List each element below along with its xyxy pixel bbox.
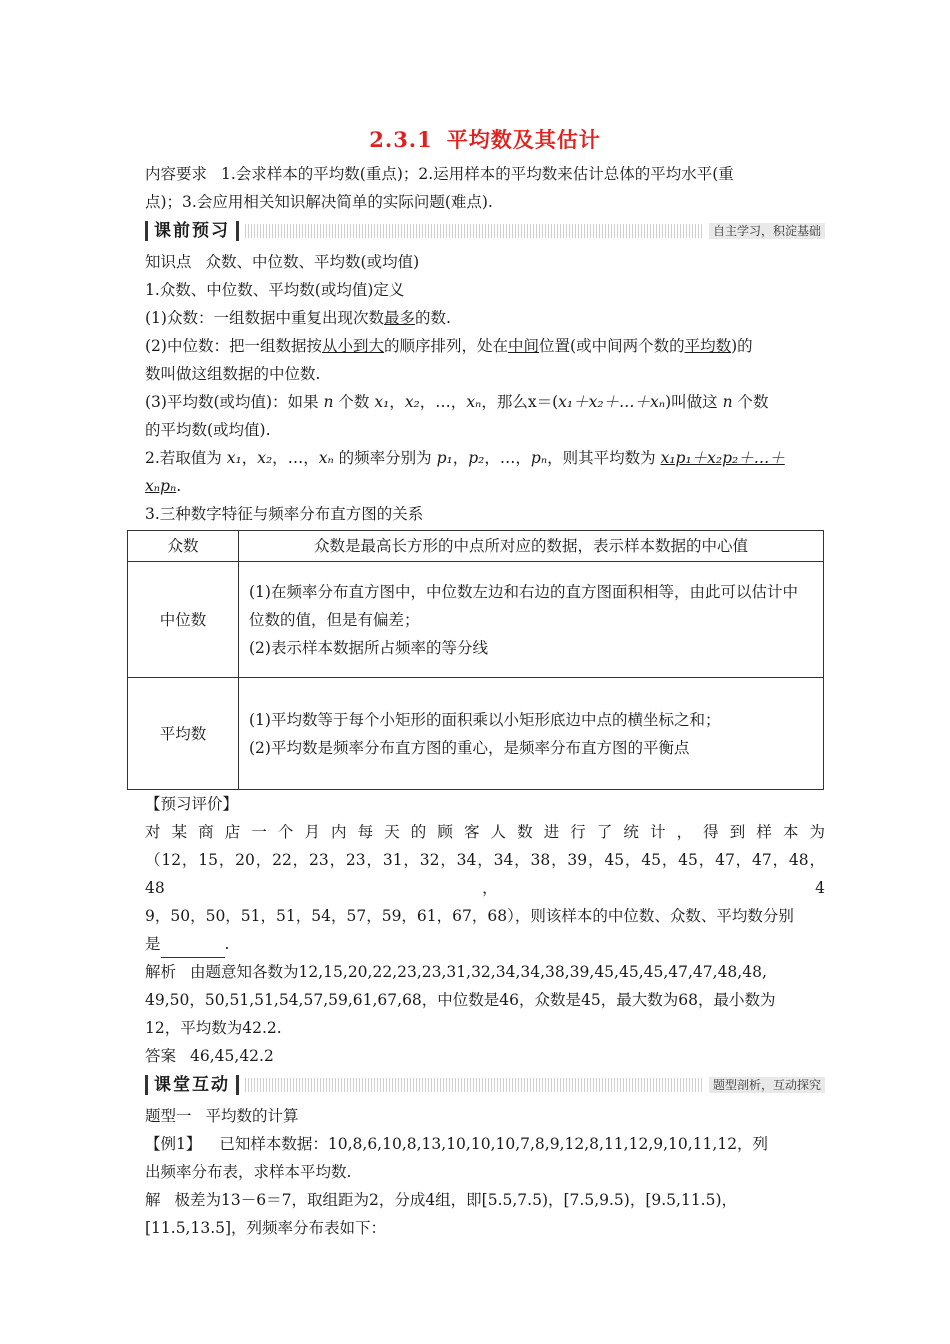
page-title: 2.3.1 平均数及其估计 (369, 127, 601, 152)
section-slogan: 题型剖析，互动探究 (709, 1077, 825, 1093)
section-tag: 课堂互动 (145, 1075, 239, 1095)
table-row: 众数 众数是最高长方形的中点所对应的数据，表示样本数据的中心值 (128, 531, 824, 562)
table-row: 中位数 (1)在频率分布直方图中，中位数左边和右边的直方图面积相等，由此可以估计中位数的值，但是有偏差； (2)表示样本数据所占频率的等分线 (128, 562, 824, 678)
answer-blank (161, 939, 225, 958)
table-row: 平均数 (1)平均数等于每个小矩形的面积乘以小矩形底边中点的横坐标之和； (2)平均数是频率分布直方图的重心，是频率分布直方图的平衡点 (128, 678, 824, 790)
section-header-preview (145, 218, 825, 244)
mean-definition: (3)平均数(或均值)：如果 n 个数 x₁，x₂，…，xₙ，那么x＝(x₁＋x₂＋…＋xₙ)叫做这 n 个数 (145, 393, 769, 411)
learning-requirements: 内容要求 1.会求样本的平均数(重点)；2.运用样本的平均数来估计总体的平均水平(重 点)；3.会应用相关知识解决简单的实际问题(难点). (145, 165, 734, 211)
document-page (145, 118, 825, 1242)
relation-table (127, 530, 824, 790)
mode-definition: (1)众数：一组数据中重复出现次数最多的数. (145, 309, 451, 327)
median-definition: (2)中位数：把一组数据按从小到大的顺序排列，处在中间位置(或中间两个数的平均数)的 (145, 337, 753, 355)
divider (245, 1078, 703, 1092)
section-slogan: 自主学习，积淀基础 (709, 223, 825, 239)
section-tag: 课前预习 (145, 221, 239, 241)
preview-evaluation: 【预习评价】 对某商店一个月内每天的顾客人数进行了统计，得到样本为 （12，15，20，22，23，23，31，32，34，34，38，39，45，45，45，47，47，48，48，4 9，50，50，51，51，54，57，59，61，67，68），则该样本的中位数、众数、平均数分别 是 . 解析 由题意知各数为12,15,20,22,23,23,31,32,34,34,38,39,45,45,45,47,47,48,48, 49,50，50,51,51,54,57,59,61,67,68，中位数是46，众数是45，最大数为68，最小数为 12，平均数为42.2. 答案 46,45,42.2 (145, 795, 825, 1065)
weighted-mean: 2.若取值为 x₁，x₂，…，xₙ 的频率分别为 p₁，p₂，…，pₙ，则其平均数为 x₁p₁＋x₂p₂＋…＋ (145, 449, 785, 467)
example-block: 题型一 平均数的计算 【例1】 已知样本数据：10,8,6,10,8,13,10,10,10,7,8,9,12,8,11,12,9,10,11,12，列 出频率分布表，求样本平均数. 解 极差为13－6＝7，取组距为2，分成4组，即[5.5,7.5)，[7.5,9.5)，[9.5,11.5)， [11.5,13.5]，列频率分布表如下： (145, 1107, 769, 1237)
section-header-classroom (145, 1072, 825, 1098)
divider (245, 224, 703, 238)
knowledge-block: 知识点 众数、中位数、平均数(或均值) 1.众数、中位数、平均数(或均值)定义 (1)众数：一组数据中重复出现次数最多的数. (2)中位数：把一组数据按从小到大的顺序排列，处在中间位置(或中间两个数的平均数)的 数叫做这组数据的中位数. (3)平均数(或均值)：如果 n 个数 x₁，x₂，…，xₙ，那么x＝(x₁＋x₂＋…＋xₙ)叫做这 n 个数 的平均数(或均值). 2.若取值为 x₁，x₂，…，xₙ 的频率分别为 p₁，p₂，…，pₙ，则其平均数为 x₁p₁＋x₂p₂＋…＋ xₙpₙ. 3.三种数字特征与频率分布直方图的关系 (145, 248, 825, 528)
